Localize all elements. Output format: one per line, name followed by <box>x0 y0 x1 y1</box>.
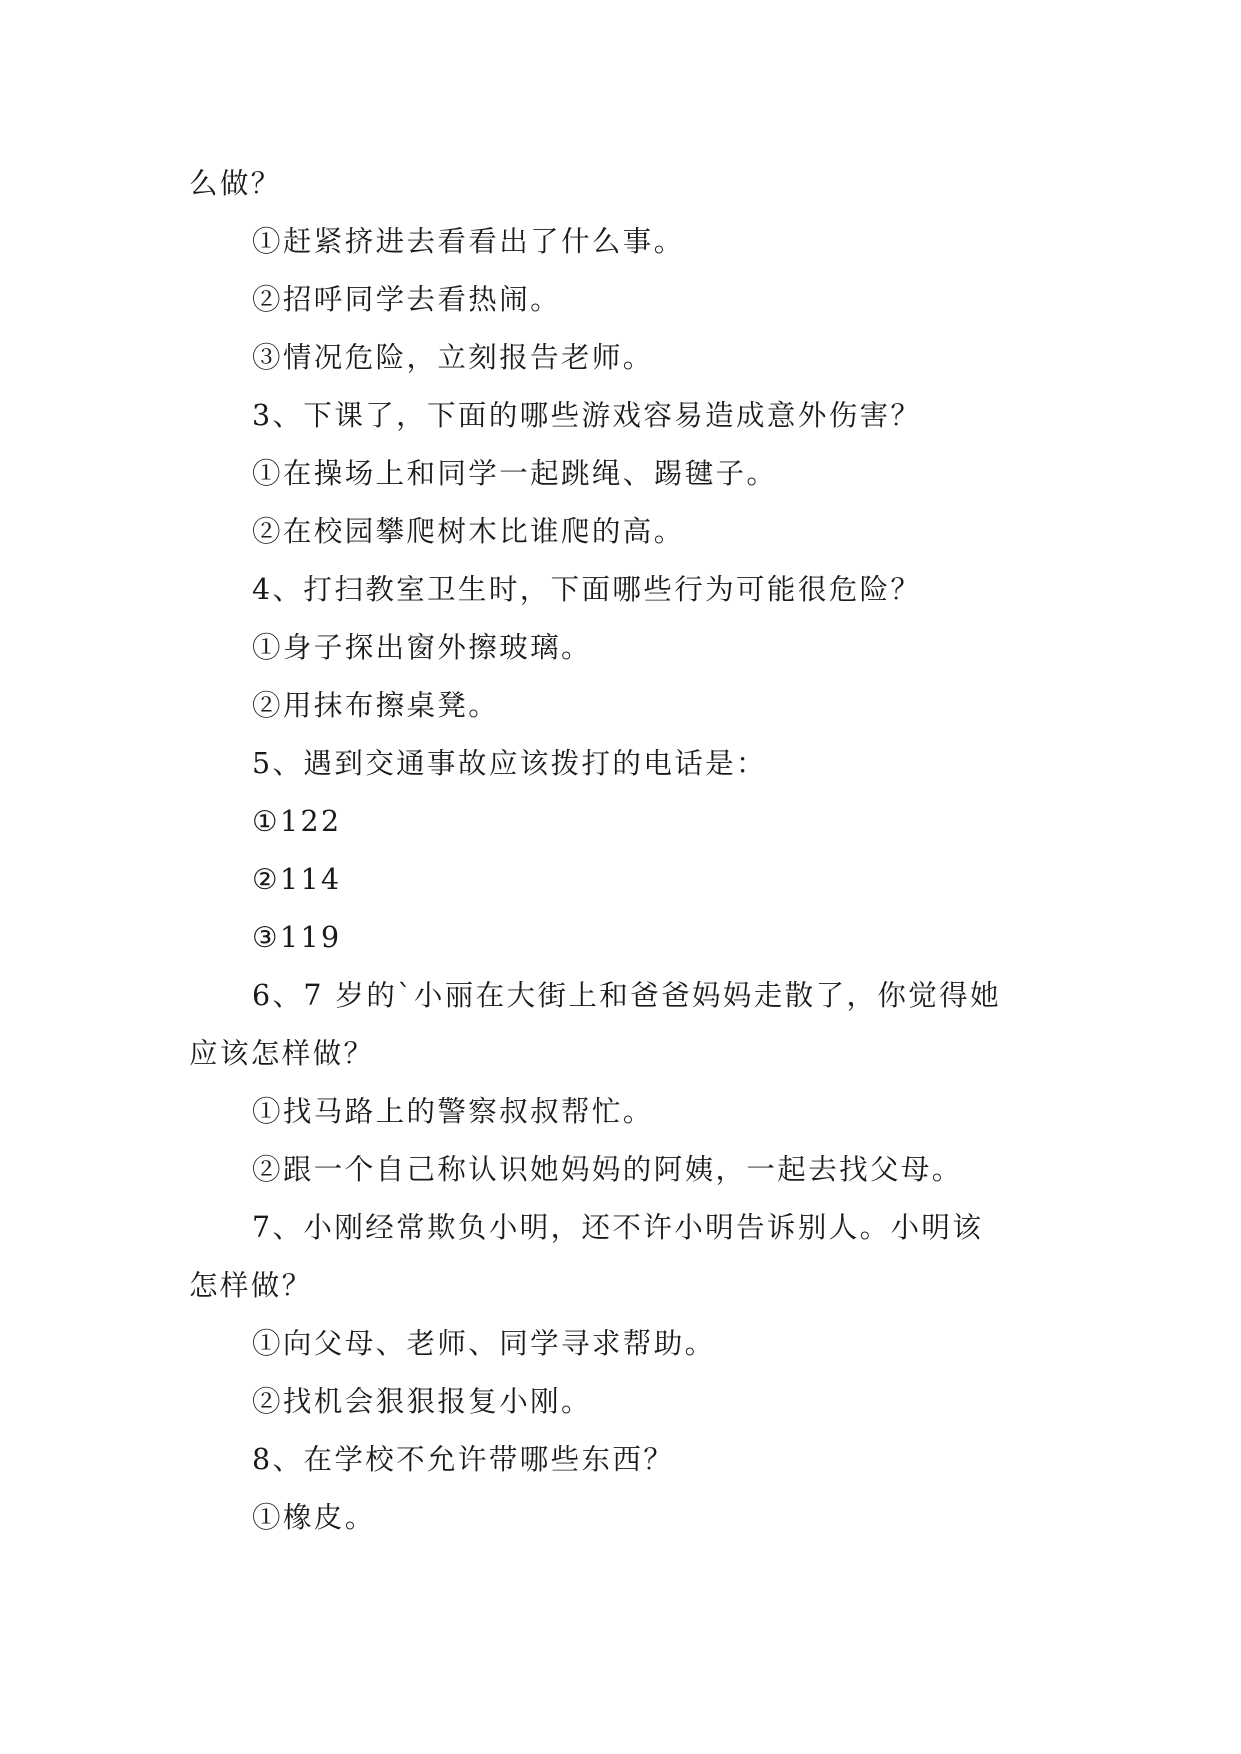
text-line: 6、7 岁的`小丽在大街上和爸爸妈妈走散了，你觉得她 <box>252 979 1001 1012</box>
text-line: ①赶紧挤进去看看出了什么事。 <box>252 225 685 258</box>
text-line: ②用抹布擦桌凳。 <box>252 689 500 722</box>
text-line: ③119 <box>252 921 342 954</box>
text-line: ②招呼同学去看热闹。 <box>252 283 562 316</box>
text-line: 怎样做？ <box>189 1269 313 1302</box>
text-line: 8、在学校不允许带哪些东西？ <box>252 1443 675 1476</box>
text-line: ①橡皮。 <box>252 1501 376 1534</box>
text-line: ①身子探出窗外擦玻璃。 <box>252 631 592 664</box>
text-line: 么做？ <box>189 167 282 200</box>
text-line: ①向父母、老师、同学寻求帮助。 <box>252 1327 716 1360</box>
text-line: ②找机会狠狠报复小刚。 <box>252 1385 592 1418</box>
text-line: 7、小刚经常欺负小明，还不许小明告诉别人。小明该 <box>252 1211 984 1244</box>
text-line: 3、下课了，下面的哪些游戏容易造成意外伤害？ <box>252 399 922 432</box>
text-line: ①找马路上的警察叔叔帮忙。 <box>252 1095 654 1128</box>
text-line: ②114 <box>252 863 342 896</box>
text-line: ①在操场上和同学一起跳绳、踢毽子。 <box>252 457 778 490</box>
text-line: 应该怎样做？ <box>189 1037 375 1070</box>
text-line: ③情况危险，立刻报告老师。 <box>252 341 654 374</box>
text-line: ②在校园攀爬树木比谁爬的高。 <box>252 515 685 548</box>
text-line: ①122 <box>252 805 342 838</box>
text-line: 5、遇到交通事故应该拨打的电话是： <box>252 747 767 780</box>
text-line: ②跟一个自己称认识她妈妈的阿姨，一起去找父母。 <box>252 1153 963 1186</box>
text-line: 4、打扫教室卫生时，下面哪些行为可能很危险？ <box>252 573 922 606</box>
document-body <box>189 155 1051 1547</box>
